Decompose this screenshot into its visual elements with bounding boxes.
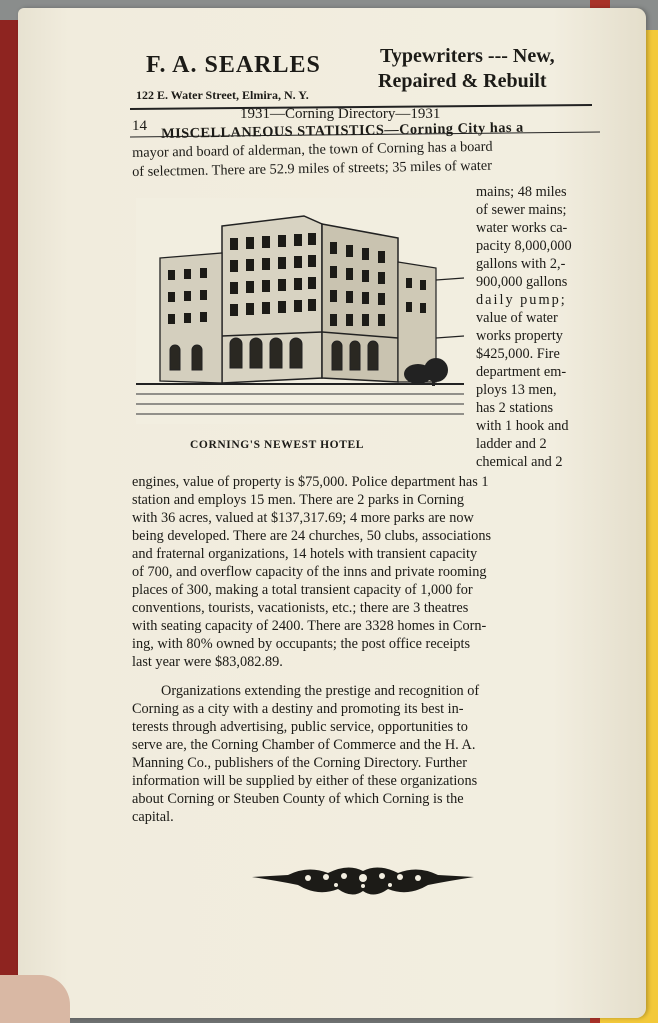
decorative-ornament-icon	[248, 863, 478, 899]
ad-tagline-1: Typewriters --- New,	[380, 45, 555, 67]
body-line: with seating capacity of 2400. There are 3328 homes in Corn-	[132, 618, 487, 634]
body-line: department em-	[476, 364, 567, 380]
body-line: of 700, and overflow capacity of the inns and private rooming	[132, 564, 487, 580]
body-line: engines, value of property is $75,000. Police department has 1	[132, 474, 489, 490]
body-line: Corning as a city with a destiny and promoting its best in-	[132, 701, 464, 717]
body-line: mains; 48 miles	[476, 184, 567, 200]
body-line: pacity 8,000,000	[476, 238, 572, 254]
body-line: MISCELLANEOUS STATISTICS—Corning City has a	[161, 119, 524, 142]
body-line: 900,000 gallons	[476, 274, 568, 290]
body-line: last year were $83,082.89.	[132, 654, 283, 670]
body-line: ploys 13 men,	[476, 382, 557, 398]
body-line: daily pump;	[476, 292, 567, 308]
ad-tagline-2: Repaired & Rebuilt	[378, 70, 547, 92]
body-line: conventions, tourists, vacationists, etc.; there are 3 theatres	[132, 600, 469, 616]
body-line: chemical and 2	[476, 454, 563, 470]
body-line: capital.	[132, 809, 174, 825]
body-line: information will be supplied by either of these organizations	[132, 773, 478, 789]
book-page	[18, 8, 646, 1018]
body-line: water works ca-	[476, 220, 568, 236]
illustration-caption: CORNING'S NEWEST HOTEL	[190, 439, 365, 451]
body-line: $425,000. Fire	[476, 346, 560, 362]
body-line: works property	[476, 328, 563, 344]
body-line: ing, with 80% owned by occupants; the post office receipts	[132, 636, 471, 652]
body-line: gallons with 2,-	[476, 256, 566, 272]
body-line: serve are, the Corning Chamber of Commerce and the H. A.	[132, 737, 476, 753]
body-line: ladder and 2	[476, 436, 547, 452]
body-line: about Corning or Steuben County of which Corning is the	[132, 791, 464, 807]
body-line: station and employs 15 men. There are 2 parks in Corning	[132, 492, 465, 508]
body-line: being developed. There are 24 churches, 50 clubs, associations	[132, 528, 492, 544]
body-line: of sewer mains;	[476, 202, 567, 218]
body-line: with 1 hook and	[476, 418, 569, 434]
body-line: and fraternal organizations, 14 hotels with transient capacity	[132, 546, 478, 562]
body-line: mayor and board of alderman, the town of Corning has a board	[132, 138, 493, 161]
ad-address: 122 E. Water Street, Elmira, N. Y.	[136, 88, 309, 102]
body-line: has 2 stations	[476, 400, 554, 416]
page-content	[18, 8, 646, 1018]
page-number: 14	[132, 118, 147, 134]
body-line: terests through advertising, public service, opportunities to	[132, 719, 468, 735]
running-head: 1931—Corning Directory—1931	[240, 106, 441, 122]
ad-business-name: F. A. SEARLES	[146, 52, 321, 78]
body-line: places of 300, making a total transient capacity of 1,000 for	[132, 582, 473, 598]
body-line: value of water	[476, 310, 558, 326]
body-line: Organizations extending the prestige and recognition of	[161, 683, 480, 699]
hotel-illustration	[136, 198, 464, 424]
body-line: with 36 acres, valued at $137,317.69; 4 more parks are now	[132, 510, 474, 526]
body-line: of selectmen. There are 52.9 miles of streets; 35 miles of water	[132, 157, 493, 180]
body-line: Manning Co., publishers of the Corning Directory. Further	[132, 755, 467, 771]
thumb	[0, 975, 70, 1023]
